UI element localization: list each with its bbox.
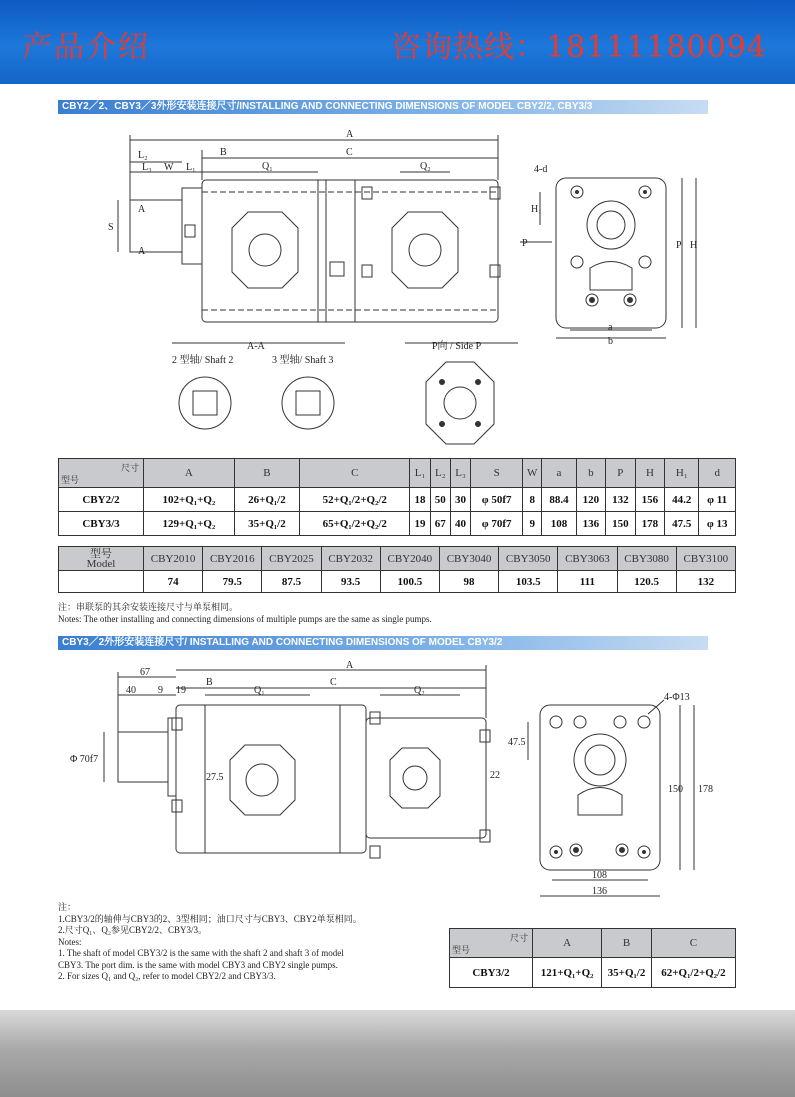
svg-text:A: A [138,246,146,257]
svg-text:178: 178 [698,784,713,795]
svg-text:Q₂: Q₂ [414,685,425,696]
table-row: CBY2/2 102+Q₁+Q₂ 26+Q₁/2 52+Q₁/2+Q₂/2 18 50 30 φ 50f7 8 88.4 120 132 156 44.2 φ 11 [59,488,736,512]
svg-text:H₁: H₁ [531,204,542,215]
svg-text:3 型轴/ Shaft 3: 3 型轴/ Shaft 3 [272,355,334,366]
svg-text:W: W [164,162,174,173]
banner-title: 产品介绍 [22,30,150,65]
svg-text:P向 / Side P: P向 / Side P [432,341,482,352]
svg-text:40: 40 [126,685,136,696]
svg-text:P: P [676,240,682,251]
svg-text:P: P [522,238,528,249]
svg-text:A: A [346,129,354,140]
svg-text:Q₁: Q₁ [254,685,265,696]
svg-text:136: 136 [592,886,607,897]
svg-text:2 型轴/ Shaft 2: 2 型轴/ Shaft 2 [172,355,234,366]
models-table: 型号 Model CBY2010 CBY2016 CBY2025 CBY2032 CBY2040 CBY3040 CBY3050 CBY3063 CBY3080 CBY3100 74 79.5 87.5 93.5 100.5 98 103.5 111 120.5 132 [58,546,736,593]
svg-text:b: b [608,336,613,347]
svg-text:4-d: 4-d [534,164,548,175]
svg-text:19: 19 [176,685,186,696]
dimensions-table-1: 尺寸 型号 A B C L₁ L₂ L₃ S W a b P H H₁ d CBY2/2 102+Q₁+Q₂ 26+Q₁/2 52+Q₁/2+Q₂/2 18 50 30 φ 50f7 8 88.4 120 132 156 44.2 φ 11 CBY3/3 129+Q₁+Q₂ 35+Q₁/2 65+Q₁/2+Q₂/2 19 67 40 φ 70f7 9 108 136 150 178 47.5 φ 13 [58,458,736,536]
svg-text:9: 9 [158,685,163,696]
footer-decoration [0,1010,795,1097]
svg-text:L₃: L₃ [142,162,152,173]
svg-text:S: S [108,222,114,233]
svg-text:4-Φ13: 4-Φ13 [664,692,690,703]
dimensions-table-cby3-2: 尺寸 型号 A B C CBY3/2 121+Q₁+Q₂ 35+Q₁/2 62+Q₁/2+Q₂/2 [449,928,736,988]
svg-text:B: B [220,147,227,158]
svg-text:A: A [138,204,146,215]
section-2-title: CBY3／2外形安装连接尺寸/ INSTALLING AND CONNECTING DIMENSIONS OF MODEL CBY3/2 [58,636,708,650]
svg-text:108: 108 [592,870,607,881]
table-row: CBY3/2 121+Q₁+Q₂ 35+Q₁/2 62+Q₁/2+Q₂/2 [450,958,736,988]
svg-text:L₁: L₁ [186,162,196,173]
svg-text:C: C [346,147,353,158]
svg-text:22: 22 [490,770,500,781]
svg-text:Q₂: Q₂ [420,161,431,172]
table-row: 74 79.5 87.5 93.5 100.5 98 103.5 111 120.5 132 [59,571,736,593]
svg-text:67: 67 [140,667,150,678]
svg-text:B: B [206,677,213,688]
note-1: 注：串联泵的其余安装连接尺寸与单泵相同。 Notes: The other installing and connecting dimensions of multiple pumps are the same as single pumps. [58,602,432,624]
svg-text:C: C [330,677,337,688]
hotline-text: 咨询热线：18111180094 [391,30,767,65]
table-row: CBY3/3 129+Q₁+Q₂ 35+Q₁/2 65+Q₁/2+Q₂/2 19 67 40 φ 70f7 9 108 136 150 178 47.5 φ 13 [59,512,736,536]
svg-text:L₂: L₂ [138,150,148,161]
section-1-title: CBY2／2、CBY3／3外形安装连接尺寸/INSTALLING AND CONNECTING DIMENSIONS OF MODEL CBY2/2, CBY3/3 [58,100,708,114]
svg-text:A-A: A-A [247,341,265,352]
drawing-cby3-2 [0,655,795,905]
svg-text:A: A [346,660,354,671]
svg-text:150: 150 [668,784,683,795]
svg-text:27.5: 27.5 [206,772,224,783]
svg-text:47.5: 47.5 [508,737,526,748]
svg-text:H: H [690,240,698,251]
svg-text:Q₁: Q₁ [262,161,273,172]
drawing-cby2-2-cby3-3 [0,118,795,453]
note-2: 注： 1.CBY3/2的轴伸与CBY3的2、3型相同；油口尺寸与CBY3、CBY2单泵相同。 2.尺寸Q₁、Q₂参见CBY2/2、CBY3/3。 Notes: 1. The shaft of model CBY3/2 is the same with the shaft 2 and shaft 3 of model CBY3. The port dim. is the same with model CBY3 and CBY2 single pumps. 2. For sizes Q₁ and Q₂, refer to model CBY2/2 and CBY3/3. [58,902,362,981]
header-banner [0,0,795,84]
svg-text:a: a [608,322,613,333]
pump-body-outline [202,180,498,322]
svg-text:Φ 70f7: Φ 70f7 [70,754,99,765]
